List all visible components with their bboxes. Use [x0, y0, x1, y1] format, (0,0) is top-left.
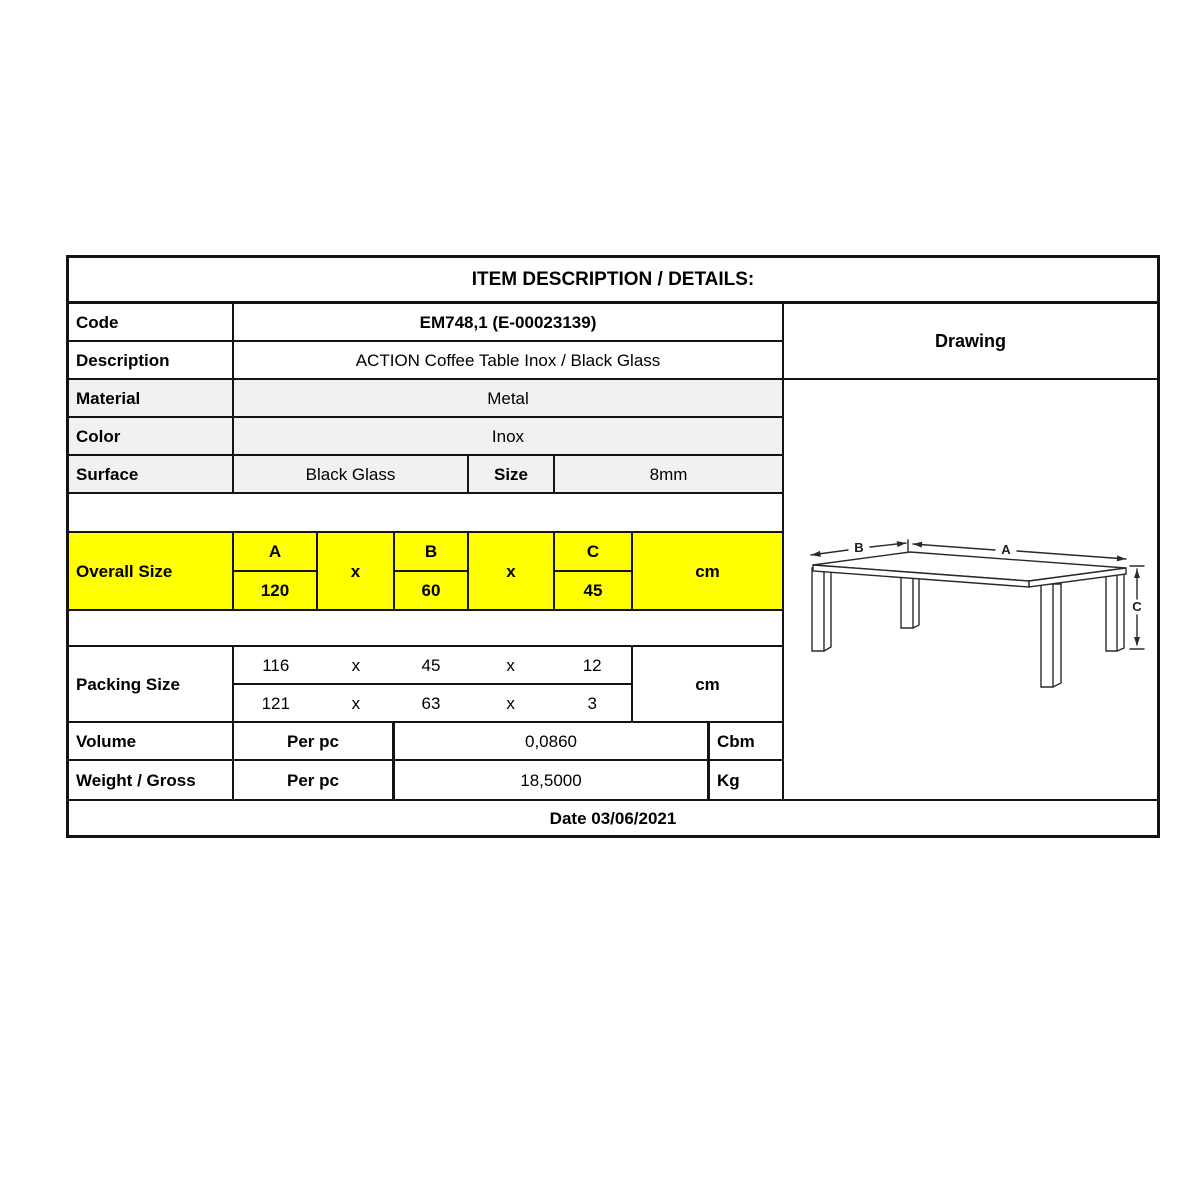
overall-size-dim-a-value: 120	[234, 572, 316, 609]
packing-size-label: Packing Size	[69, 647, 232, 721]
packing-value: 121	[261, 693, 290, 713]
spacer-row	[69, 494, 782, 531]
packing-value: 116	[262, 655, 290, 675]
packing-size-row-2	[234, 685, 631, 721]
table-drawing	[784, 380, 1157, 799]
surface-size-value: 8mm	[555, 456, 782, 492]
dim-b-label: B	[854, 540, 864, 555]
packing-value: 3	[587, 693, 597, 713]
packing-value: 45	[421, 655, 441, 675]
overall-size-unit: cm	[633, 533, 782, 609]
packing-separator: x	[506, 693, 515, 713]
surface-label: Surface	[69, 456, 232, 492]
overall-size-dim-a-name: A	[234, 533, 316, 570]
dim-c-label: C	[1132, 599, 1142, 614]
volume-value: 0,0860	[395, 723, 707, 759]
overall-size-dim-c-value: 45	[555, 572, 631, 609]
weight-value: 18,5000	[395, 761, 707, 799]
weight-unit: Kg	[710, 761, 782, 799]
spacer-row	[69, 611, 782, 645]
description-value: ACTION Coffee Table Inox / Black Glass	[234, 342, 782, 378]
weight-label: Weight / Gross	[69, 761, 232, 799]
overall-size-dim-b-name: B	[395, 533, 467, 570]
drawing-canvas	[784, 380, 1157, 799]
weight-basis: Per pc	[234, 761, 392, 799]
packing-separator: x	[506, 655, 515, 675]
volume-unit: Cbm	[710, 723, 782, 759]
overall-size-dim-b-value: 60	[395, 572, 467, 609]
overall-size-dim-c-name: C	[555, 533, 631, 570]
color-value: Inox	[234, 418, 782, 454]
volume-label: Volume	[69, 723, 232, 759]
packing-value: 63	[421, 693, 441, 713]
volume-basis: Per pc	[234, 723, 392, 759]
code-value: EM748,1 (E-00023139)	[234, 304, 782, 340]
spec-table	[66, 255, 1160, 838]
overall-size-separator: x	[318, 533, 393, 609]
surface-size-label: Size	[469, 456, 553, 492]
table-leg	[1106, 570, 1124, 651]
date-row: Date 03/06/2021	[69, 801, 1157, 835]
code-label: Code	[69, 304, 232, 340]
sheet-title: ITEM DESCRIPTION / DETAILS:	[69, 258, 1157, 301]
overall-size-separator: x	[469, 533, 553, 609]
table-leg	[1041, 584, 1061, 687]
packing-size-unit: cm	[633, 647, 782, 721]
description-label: Description	[69, 342, 232, 378]
packing-separator: x	[351, 655, 361, 675]
packing-value: 12	[582, 655, 602, 675]
material-value: Metal	[234, 380, 782, 416]
surface-value: Black Glass	[234, 456, 467, 492]
color-label: Color	[69, 418, 232, 454]
packing-separator: x	[351, 693, 361, 713]
material-label: Material	[69, 380, 232, 416]
overall-size-label: Overall Size	[69, 533, 232, 609]
drawing-title: Drawing	[784, 304, 1157, 378]
table-leg	[812, 568, 831, 651]
packing-size-row-1	[234, 647, 631, 683]
dim-a-label: A	[1001, 542, 1011, 557]
